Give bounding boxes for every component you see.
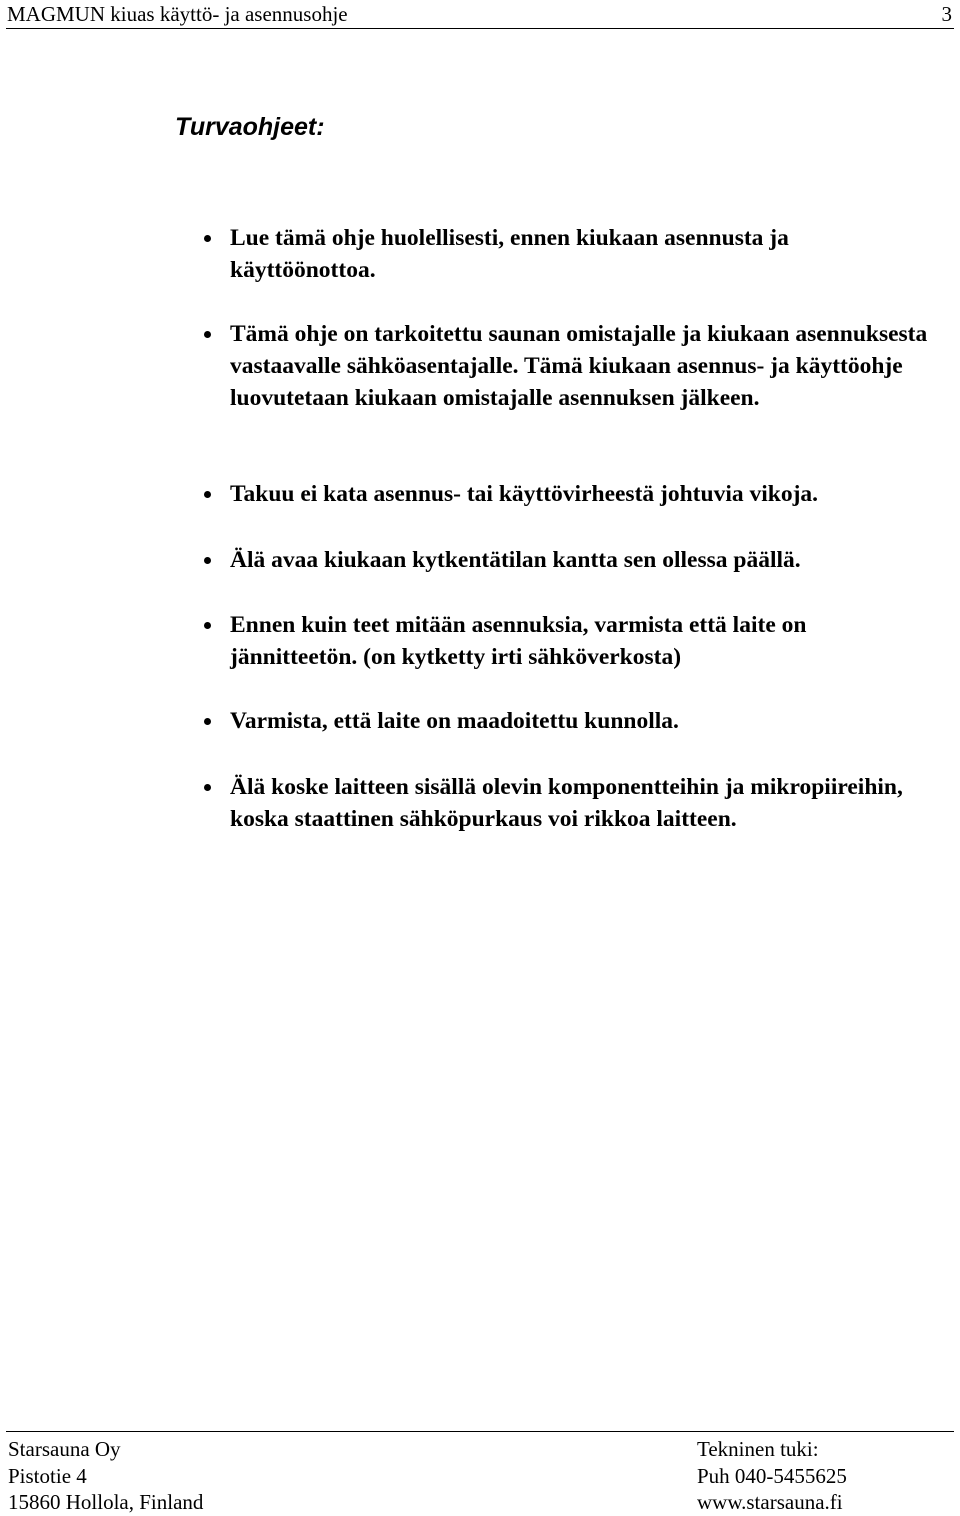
list-item-text: Varmista, että laite on maadoitettu kunnolla. bbox=[230, 708, 679, 734]
city-address: 15860 Hollola, Finland bbox=[8, 1490, 204, 1514]
support-phone: Puh 040-5455625 bbox=[697, 1463, 847, 1488]
bullet-icon bbox=[200, 222, 214, 254]
list-item-text: Älä koske laitteen sisällä olevin komponentteihin ja mikropiireihin, koska staattinen sähköpurkaus voi rikkoa laitteen. bbox=[230, 774, 903, 832]
list-item bbox=[230, 544, 930, 576]
list-item bbox=[230, 478, 930, 510]
list-item bbox=[230, 705, 930, 737]
page-footer bbox=[6, 1431, 954, 1514]
bullet-icon bbox=[200, 705, 214, 737]
bullet-icon bbox=[200, 544, 214, 576]
bullet-icon bbox=[200, 478, 214, 510]
company-address bbox=[8, 1436, 203, 1516]
support-label: Tekninen tuki: bbox=[697, 1437, 819, 1461]
list-item bbox=[230, 771, 930, 835]
bullet-icon bbox=[200, 318, 214, 350]
website-link[interactable]: www.starsauna.fi bbox=[697, 1490, 843, 1514]
list-item bbox=[230, 318, 930, 414]
list-item-text: Ennen kuin teet mitään asennuksia, varmista että laite on jännitteetön. (on kytketty irti sähköverkosta) bbox=[230, 612, 807, 670]
list-item-text: Takuu ei kata asennus- tai käyttövirheestä johtuvia vikoja. bbox=[230, 481, 819, 507]
list-item bbox=[230, 609, 930, 673]
page-number: 3 bbox=[941, 2, 952, 26]
bullet-icon bbox=[200, 609, 214, 641]
section-heading: Turvaohjeet: bbox=[175, 113, 325, 141]
list-item-text: Lue tämä ohje huolellisesti, ennen kiukaan asennusta ja käyttöönottoa. bbox=[230, 225, 789, 283]
list-item-text: Älä avaa kiukaan kytkentätilan kantta sen ollessa päällä. bbox=[230, 547, 801, 573]
list-item bbox=[230, 222, 930, 286]
company-name: Starsauna Oy bbox=[8, 1437, 121, 1461]
street-address: Pistotie 4 bbox=[8, 1463, 87, 1488]
list-item-text: Tämä ohje on tarkoitettu saunan omistajalle ja kiukaan asennuksesta vastaavalle sähköasentajalle. Tämä kiukaan asennus- ja käyttöohje luovutetaan kiukaan omistajalle asennuksen jälkeen. bbox=[230, 321, 928, 411]
document-title: MAGMUN kiuas käyttö- ja asennusohje bbox=[7, 2, 348, 26]
bullet-icon bbox=[200, 771, 214, 803]
technical-support bbox=[697, 1436, 847, 1516]
page-header bbox=[6, 0, 954, 29]
